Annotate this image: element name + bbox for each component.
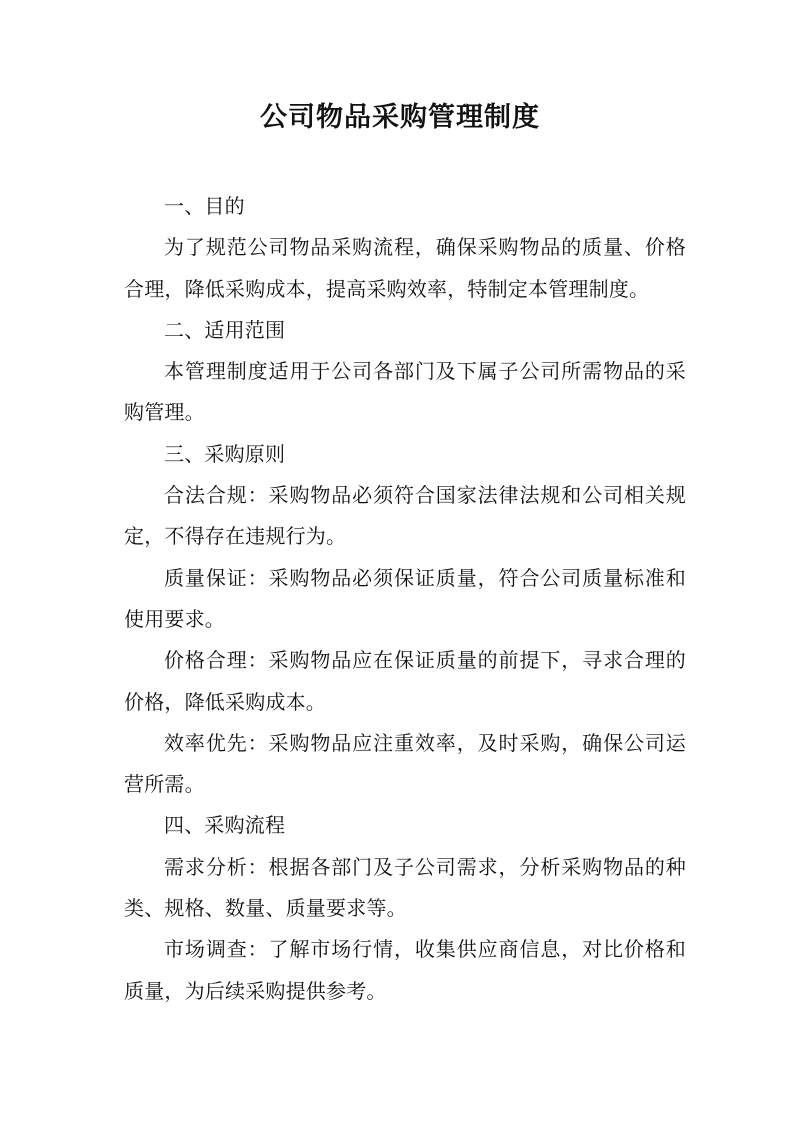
section-heading-purpose: 一、目的 (164, 194, 245, 218)
paragraph-price: 价格合理：采购物品应在保证质量的前提下，寻求合理的价格，降低采购成本。 (124, 648, 686, 714)
paragraph-compliance: 合法合规：采购物品必须符合国家法律法规和公司相关规定，不得存在违规行为。 (124, 483, 686, 549)
paragraph-purpose: 为了规范公司物品采购流程，确保采购物品的质量、价格合理，降低采购成本，提高采购效率，特制定本管理制度。 (124, 235, 686, 301)
document-title: 公司物品采购管理制度 (260, 102, 540, 133)
paragraph-scope: 本管理制度适用于公司各部门及下属子公司所需物品的采购管理。 (124, 359, 686, 425)
paragraph-quality: 质量保证：采购物品必须保证质量，符合公司质量标准和使用要求。 (124, 565, 686, 631)
paragraph-needs-analysis: 需求分析：根据各部门及子公司需求，分析采购物品的种类、规格、数量、质量要求等。 (124, 854, 686, 921)
section-heading-principles: 三、采购原则 (164, 441, 286, 466)
document-body (124, 186, 686, 1012)
paragraph-market-research: 市场调查：了解市场行情，收集供应商信息，对比价格和质量，为后续采购提供参考。 (124, 937, 686, 1003)
paragraph-efficiency: 效率优先：采购物品应注重效率，及时采购，确保公司运营所需。 (124, 730, 686, 797)
section-heading-scope: 二、适用范围 (164, 317, 286, 342)
section-heading-process: 四、采购流程 (164, 813, 286, 838)
